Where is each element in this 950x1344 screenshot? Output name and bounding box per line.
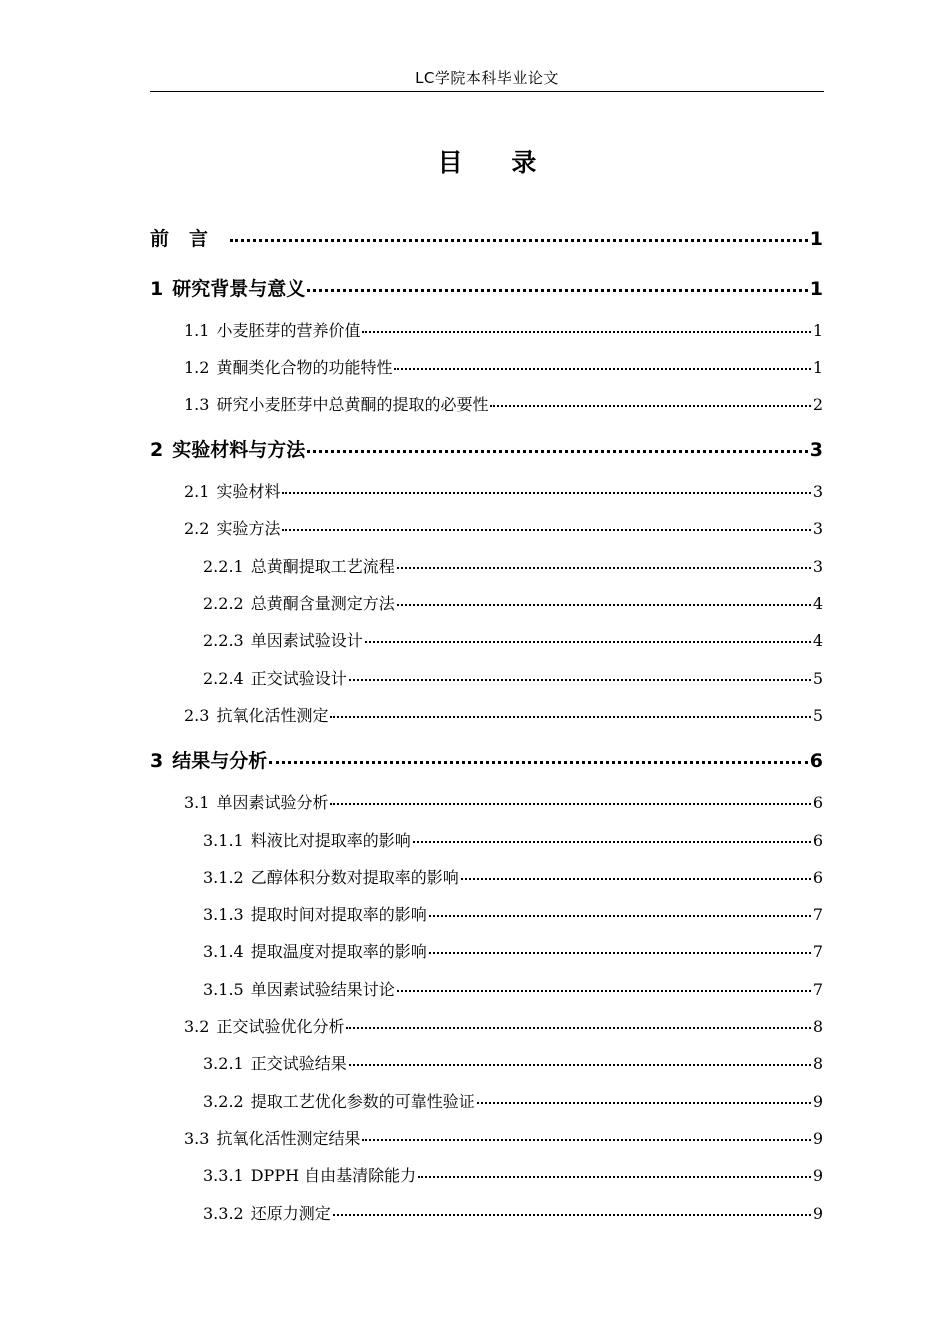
toc-entry-page: 5 <box>812 669 823 688</box>
toc-entry-label: 正交试验优化分析 <box>216 1017 345 1036</box>
toc-entry-label: 抗氧化活性测定 <box>216 706 329 725</box>
toc-entry-label: 提取温度对提取率的影响 <box>250 942 427 961</box>
toc-entry-number: 2.2.1 <box>203 557 244 576</box>
toc-entry-number: 2.2.2 <box>203 594 244 613</box>
toc-entry-page: 6 <box>812 831 823 850</box>
toc-entry[interactable] <box>203 867 823 889</box>
toc-entry-number: 3.2.1 <box>203 1054 244 1073</box>
toc-entry-number: 1.2 <box>184 358 210 377</box>
toc-dot-leader <box>429 915 811 917</box>
toc-entry-label: 单因素试验结果讨论 <box>250 980 395 999</box>
toc-entry[interactable] <box>184 320 823 342</box>
toc-entry-label: 前言 <box>150 228 229 250</box>
toc-dot-leader <box>490 405 810 407</box>
toc-entry-page: 6 <box>809 750 823 772</box>
toc-entry[interactable] <box>150 226 823 252</box>
toc-entry-number: 3 <box>150 750 164 772</box>
toc-entry-label: 小麦胚芽的营养价值 <box>216 321 361 340</box>
toc-dot-leader <box>418 1176 811 1178</box>
toc-dot-leader <box>362 1139 810 1141</box>
toc-dot-leader <box>413 841 811 843</box>
toc-entry-number: 3.2 <box>184 1017 210 1036</box>
toc-entry-page: 4 <box>812 594 823 613</box>
toc-entry[interactable] <box>184 1128 823 1150</box>
toc-dot-leader <box>230 239 808 242</box>
toc-dot-leader <box>397 990 811 992</box>
toc-entry-page: 7 <box>812 905 823 924</box>
toc-entry-number: 2.2.4 <box>203 669 244 688</box>
toc-entry[interactable] <box>184 1016 823 1038</box>
toc-dot-leader <box>429 952 811 954</box>
toc-title: 目 录 <box>437 148 557 177</box>
toc-entry-number: 3.1 <box>184 793 210 812</box>
toc-entry-page: 9 <box>812 1129 823 1148</box>
toc-entry[interactable] <box>203 630 823 652</box>
toc-entry-label: 提取工艺优化参数的可靠性验证 <box>250 1092 475 1111</box>
toc-entry[interactable] <box>203 830 823 852</box>
toc-entry[interactable] <box>184 394 823 416</box>
toc-entry-page: 7 <box>812 942 823 961</box>
toc-entry-page: 6 <box>812 793 823 812</box>
toc-entry-number: 3.2.2 <box>203 1092 244 1111</box>
toc-entry[interactable] <box>203 556 823 578</box>
toc-entry-page: 4 <box>812 631 823 650</box>
toc-dot-leader <box>349 1064 811 1066</box>
toc-entry[interactable] <box>203 904 823 926</box>
toc-entry-page: 1 <box>809 228 823 250</box>
toc-entry-number: 3.1.1 <box>203 831 244 850</box>
toc-entry-label: 正交试验设计 <box>250 669 347 688</box>
toc-dot-leader <box>397 604 811 606</box>
toc-entry-page: 3 <box>812 519 823 538</box>
toc-entry-label: DPPH 自由基清除能力 <box>250 1166 417 1185</box>
toc-entry-page: 5 <box>812 706 823 725</box>
toc-entry-label: 实验方法 <box>216 519 281 538</box>
toc-entry-number: 2.3 <box>184 706 210 725</box>
toc-entry-page: 6 <box>812 868 823 887</box>
toc-entry-number: 3.1.5 <box>203 980 244 999</box>
toc-entry-page: 3 <box>812 557 823 576</box>
toc-entry-number: 3.3 <box>184 1129 210 1148</box>
toc-entry-label: 结果与分析 <box>172 750 268 772</box>
toc-entry-label: 乙醇体积分数对提取率的影响 <box>250 868 459 887</box>
toc-entry-page: 8 <box>812 1054 823 1073</box>
toc-entry-label: 总黄酮含量测定方法 <box>250 594 395 613</box>
toc-entry-label: 提取时间对提取率的影响 <box>250 905 427 924</box>
toc-entry-page: 1 <box>809 278 823 300</box>
toc-entry[interactable] <box>150 437 823 463</box>
toc-entry[interactable] <box>203 1091 823 1113</box>
toc-entry[interactable] <box>203 1053 823 1075</box>
toc-entry-page: 7 <box>812 980 823 999</box>
toc-entry-page: 8 <box>812 1017 823 1036</box>
toc-entry-label: 总黄酮提取工艺流程 <box>250 557 395 576</box>
toc-dot-leader <box>362 331 810 333</box>
toc-entry-number: 2.2.3 <box>203 631 244 650</box>
toc-entry[interactable] <box>203 668 823 690</box>
toc-entry-label: 抗氧化活性测定结果 <box>216 1129 361 1148</box>
toc-entry[interactable] <box>150 748 823 774</box>
toc-entry-label: 研究背景与意义 <box>172 278 306 300</box>
toc-dot-leader <box>333 1214 811 1216</box>
toc-entry-page: 3 <box>812 482 823 501</box>
toc-dot-leader <box>269 761 808 764</box>
toc-dot-leader <box>330 716 810 718</box>
toc-entry-number: 3.1.2 <box>203 868 244 887</box>
toc-dot-leader <box>394 368 810 370</box>
toc-entry-number: 3.3.1 <box>203 1166 244 1185</box>
toc-entry-number: 3.3.2 <box>203 1204 244 1223</box>
toc-entry-label: 还原力测定 <box>250 1204 331 1223</box>
toc-entry[interactable] <box>184 357 823 379</box>
toc-entry[interactable] <box>184 705 823 727</box>
toc-entry-page: 3 <box>809 439 823 461</box>
toc-entry-page: 9 <box>812 1166 823 1185</box>
toc-entry[interactable] <box>203 593 823 615</box>
toc-entry[interactable] <box>184 792 823 814</box>
toc-entry-number: 2 <box>150 439 164 461</box>
toc-dot-leader <box>330 803 810 805</box>
toc-entry-label: 料液比对提取率的影响 <box>250 831 411 850</box>
toc-dot-leader <box>461 878 811 880</box>
toc-entry-number: 3.1.3 <box>203 905 244 924</box>
header-rule <box>150 91 824 92</box>
toc-dot-leader <box>477 1102 811 1104</box>
toc-entry-label: 研究小麦胚芽中总黄酮的提取的必要性 <box>216 395 489 414</box>
toc-entry-page: 1 <box>812 358 823 377</box>
toc-entry-page: 2 <box>812 395 823 414</box>
toc-entry-number: 2.1 <box>184 482 210 501</box>
toc-entry[interactable] <box>203 1165 823 1187</box>
toc-dot-leader <box>282 492 810 494</box>
toc-entry[interactable] <box>203 941 823 963</box>
toc-entry-label: 单因素试验分析 <box>216 793 329 812</box>
toc-entry-page: 1 <box>812 321 823 340</box>
toc-entry[interactable] <box>203 1203 823 1225</box>
toc-dot-leader <box>365 641 811 643</box>
toc-entry-number: 1.3 <box>184 395 210 414</box>
toc-dot-leader <box>349 679 811 681</box>
toc-entry-label: 实验材料 <box>216 482 281 501</box>
toc-dot-leader <box>307 289 808 292</box>
toc-entry-label: 实验材料与方法 <box>172 439 306 461</box>
toc-entry-number: 1 <box>150 278 164 300</box>
toc-entry-page: 9 <box>812 1092 823 1111</box>
toc-entry-number: 3.1.4 <box>203 942 244 961</box>
toc-entry[interactable] <box>203 979 823 1001</box>
toc-entry[interactable] <box>184 481 823 503</box>
toc-entry-label: 正交试验结果 <box>250 1054 347 1073</box>
toc-dot-leader <box>346 1027 810 1029</box>
toc-entry[interactable] <box>150 276 823 302</box>
toc-entry-number: 2.2 <box>184 519 210 538</box>
toc-entry-label: 单因素试验设计 <box>250 631 363 650</box>
toc-dot-leader <box>282 529 810 531</box>
toc-entry-number: 1.1 <box>184 321 210 340</box>
toc-dot-leader <box>397 567 811 569</box>
running-header: LC学院本科毕业论文 <box>415 69 559 87</box>
toc-entry[interactable] <box>184 518 823 540</box>
toc-entry-page: 9 <box>812 1204 823 1223</box>
toc-entry-label: 黄酮类化合物的功能特性 <box>216 358 393 377</box>
toc-dot-leader <box>307 450 808 453</box>
